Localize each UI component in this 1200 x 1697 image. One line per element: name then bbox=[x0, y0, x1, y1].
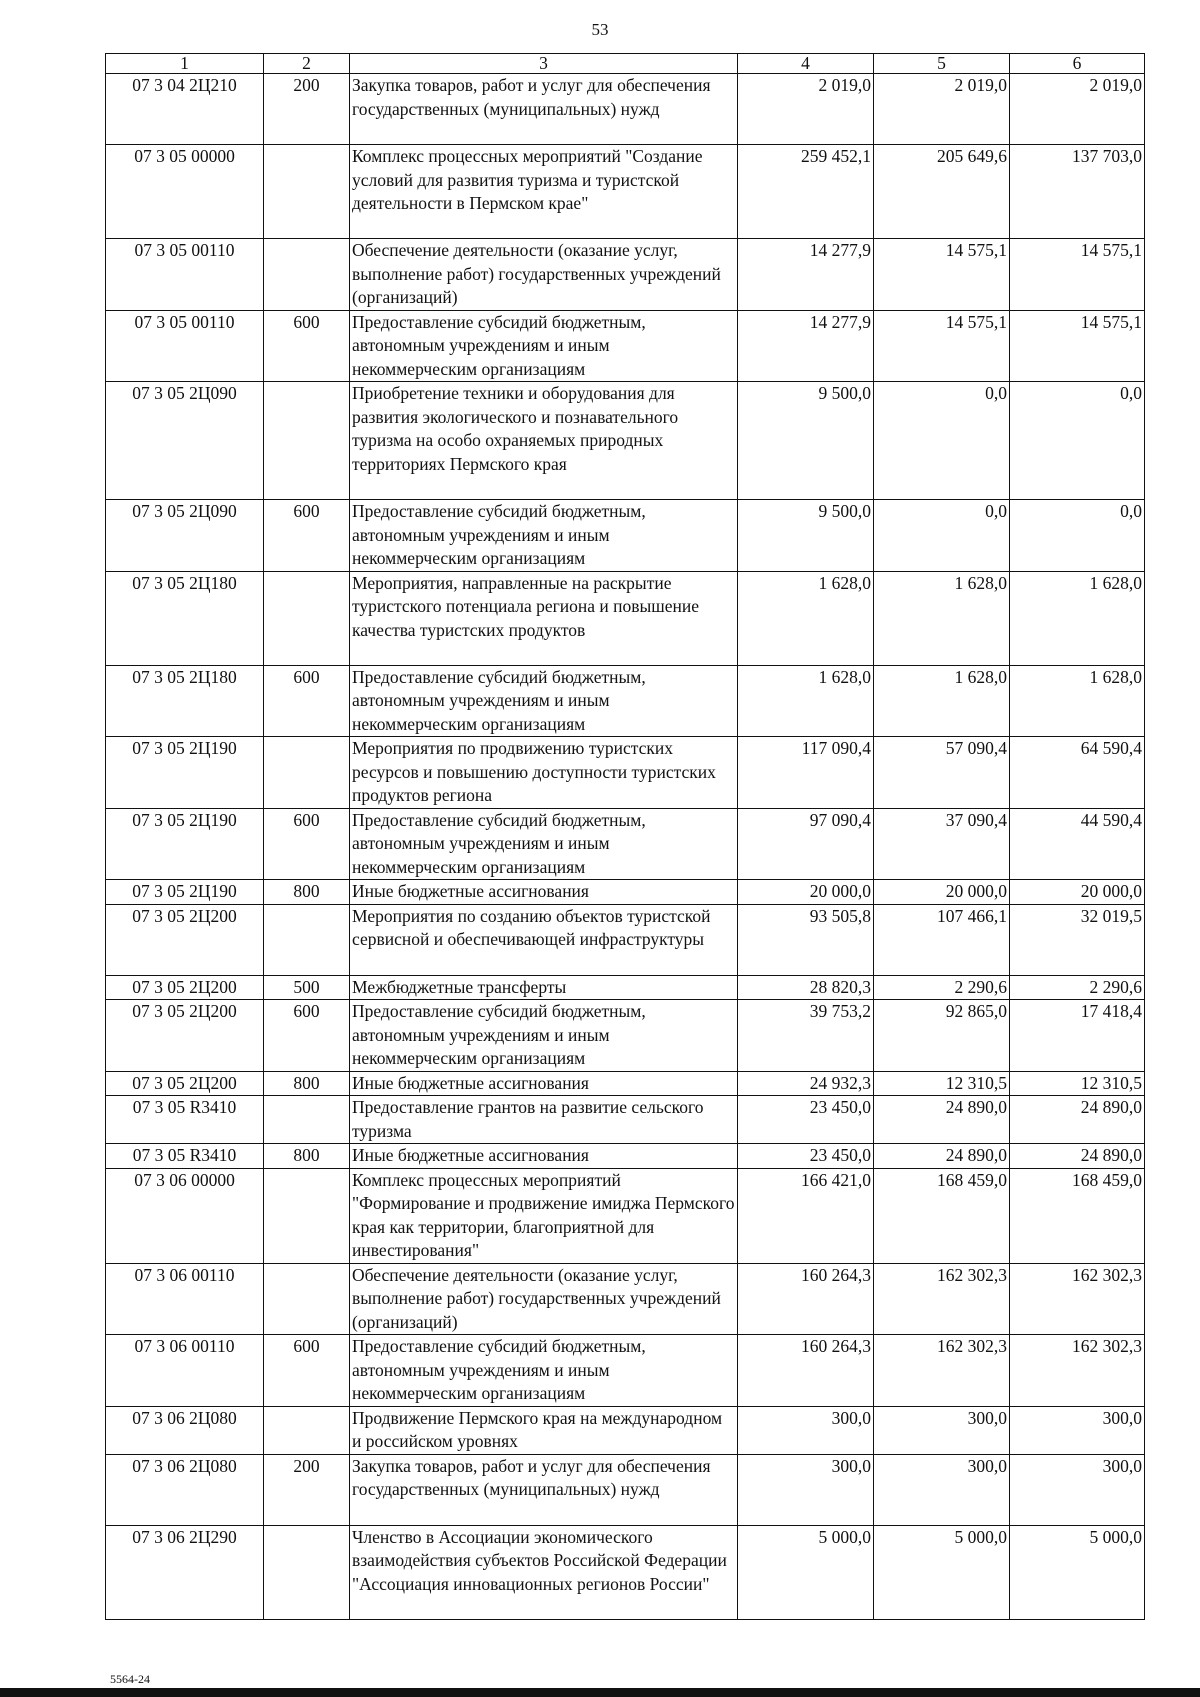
expense-type bbox=[264, 1096, 350, 1144]
table-row bbox=[106, 571, 1145, 665]
amount-col-5: 205 649,6 bbox=[874, 145, 1010, 239]
amount-col-5: 0,0 bbox=[874, 382, 1010, 500]
expense-type bbox=[264, 571, 350, 665]
amount-col-5: 300,0 bbox=[874, 1454, 1010, 1525]
item-name: Иные бюджетные ассигнования bbox=[350, 1071, 738, 1096]
amount-col-5: 14 575,1 bbox=[874, 310, 1010, 382]
amount-col-5: 20 000,0 bbox=[874, 880, 1010, 905]
budget-table bbox=[105, 53, 1145, 1620]
amount-col-6: 137 703,0 bbox=[1010, 145, 1145, 239]
amount-col-5: 168 459,0 bbox=[874, 1168, 1010, 1263]
item-name: Закупка товаров, работ и услуг для обеспечения государственных (муниципальных) нужд bbox=[350, 1454, 738, 1525]
table-row bbox=[106, 145, 1145, 239]
item-name: Предоставление субсидий бюджетным, автономным учреждениям и иным некоммерческим организациям bbox=[350, 1000, 738, 1072]
table-row bbox=[106, 1525, 1145, 1619]
expense-type: 600 bbox=[264, 1000, 350, 1072]
amount-col-4: 20 000,0 bbox=[738, 880, 874, 905]
item-name: Предоставление субсидий бюджетным, автономным учреждениям и иным некоммерческим организациям bbox=[350, 310, 738, 382]
budget-code: 07 3 05 00000 bbox=[106, 145, 264, 239]
item-name: Обеспечение деятельности (оказание услуг, выполнение работ) государственных учреждений (организаций) bbox=[350, 239, 738, 311]
table-row bbox=[106, 239, 1145, 311]
expense-type: 200 bbox=[264, 1454, 350, 1525]
budget-code: 07 3 06 00000 bbox=[106, 1168, 264, 1263]
expense-type: 600 bbox=[264, 310, 350, 382]
expense-type: 200 bbox=[264, 74, 350, 145]
amount-col-4: 117 090,4 bbox=[738, 737, 874, 809]
item-name: Мероприятия по продвижению туристских ресурсов и повышению доступности туристских продуктов региона bbox=[350, 737, 738, 809]
expense-type: 800 bbox=[264, 1071, 350, 1096]
amount-col-6: 14 575,1 bbox=[1010, 239, 1145, 311]
amount-col-5: 0,0 bbox=[874, 500, 1010, 572]
amount-col-4: 9 500,0 bbox=[738, 382, 874, 500]
table-row bbox=[106, 737, 1145, 809]
item-name: Мероприятия по созданию объектов туристской сервисной и обеспечивающей инфраструктуры bbox=[350, 904, 738, 975]
amount-col-4: 300,0 bbox=[738, 1454, 874, 1525]
amount-col-4: 5 000,0 bbox=[738, 1525, 874, 1619]
expense-type bbox=[264, 1263, 350, 1335]
budget-code: 07 3 05 2Ц200 bbox=[106, 1000, 264, 1072]
item-name: Предоставление субсидий бюджетным, автономным учреждениям и иным некоммерческим организациям bbox=[350, 808, 738, 880]
item-name: Межбюджетные трансферты bbox=[350, 975, 738, 1000]
amount-col-6: 0,0 bbox=[1010, 382, 1145, 500]
budget-code: 07 3 06 00110 bbox=[106, 1263, 264, 1335]
amount-col-4: 1 628,0 bbox=[738, 571, 874, 665]
table-row bbox=[106, 904, 1145, 975]
budget-code: 07 3 06 2Ц080 bbox=[106, 1406, 264, 1454]
amount-col-5: 107 466,1 bbox=[874, 904, 1010, 975]
amount-col-4: 23 450,0 bbox=[738, 1096, 874, 1144]
column-header-4: 4 bbox=[738, 54, 874, 74]
item-name: Закупка товаров, работ и услуг для обеспечения государственных (муниципальных) нужд bbox=[350, 74, 738, 145]
expense-type: 600 bbox=[264, 1335, 350, 1407]
amount-col-4: 259 452,1 bbox=[738, 145, 874, 239]
amount-col-4: 14 277,9 bbox=[738, 239, 874, 311]
expense-type: 800 bbox=[264, 880, 350, 905]
item-name: Предоставление грантов на развитие сельского туризма bbox=[350, 1096, 738, 1144]
expense-type bbox=[264, 1406, 350, 1454]
table-row bbox=[106, 1096, 1145, 1144]
amount-col-4: 2 019,0 bbox=[738, 74, 874, 145]
amount-col-6: 5 000,0 bbox=[1010, 1525, 1145, 1619]
item-name: Иные бюджетные ассигнования bbox=[350, 880, 738, 905]
budget-code: 07 3 05 R3410 bbox=[106, 1144, 264, 1169]
expense-type: 500 bbox=[264, 975, 350, 1000]
amount-col-5: 2 290,6 bbox=[874, 975, 1010, 1000]
budget-code: 07 3 05 2Ц200 bbox=[106, 1071, 264, 1096]
amount-col-4: 300,0 bbox=[738, 1406, 874, 1454]
budget-code: 07 3 05 00110 bbox=[106, 239, 264, 311]
budget-code: 07 3 06 2Ц080 bbox=[106, 1454, 264, 1525]
amount-col-6: 0,0 bbox=[1010, 500, 1145, 572]
item-name: Предоставление субсидий бюджетным, автономным учреждениям и иным некоммерческим организациям bbox=[350, 500, 738, 572]
amount-col-5: 162 302,3 bbox=[874, 1263, 1010, 1335]
budget-code: 07 3 04 2Ц210 bbox=[106, 74, 264, 145]
amount-col-5: 1 628,0 bbox=[874, 571, 1010, 665]
item-name: Предоставление субсидий бюджетным, автономным учреждениям и иным некоммерческим организациям bbox=[350, 1335, 738, 1407]
item-name: Обеспечение деятельности (оказание услуг, выполнение работ) государственных учреждений (организаций) bbox=[350, 1263, 738, 1335]
table-row bbox=[106, 880, 1145, 905]
amount-col-4: 9 500,0 bbox=[738, 500, 874, 572]
table-row bbox=[106, 808, 1145, 880]
bottom-scan-edge bbox=[0, 1688, 1200, 1697]
expense-type: 600 bbox=[264, 665, 350, 737]
amount-col-5: 162 302,3 bbox=[874, 1335, 1010, 1407]
table-row bbox=[106, 975, 1145, 1000]
table-row bbox=[106, 1168, 1145, 1263]
column-header-3: 3 bbox=[350, 54, 738, 74]
budget-code: 07 3 05 2Ц200 bbox=[106, 975, 264, 1000]
amount-col-4: 160 264,3 bbox=[738, 1335, 874, 1407]
item-name: Комплекс процессных мероприятий "Создание условий для развития туризма и туристской деятельности в Пермском крае" bbox=[350, 145, 738, 239]
amount-col-6: 24 890,0 bbox=[1010, 1096, 1145, 1144]
table-row bbox=[106, 665, 1145, 737]
amount-col-5: 300,0 bbox=[874, 1406, 1010, 1454]
expense-type bbox=[264, 737, 350, 809]
expense-type bbox=[264, 1168, 350, 1263]
item-name: Предоставление субсидий бюджетным, автономным учреждениям и иным некоммерческим организациям bbox=[350, 665, 738, 737]
amount-col-5: 5 000,0 bbox=[874, 1525, 1010, 1619]
table-row bbox=[106, 310, 1145, 382]
item-name: Приобретение техники и оборудования для развития экологического и познавательного туризма на особо охраняемых природных территориях Пермского края bbox=[350, 382, 738, 500]
amount-col-5: 92 865,0 bbox=[874, 1000, 1010, 1072]
expense-type bbox=[264, 1525, 350, 1619]
amount-col-6: 1 628,0 bbox=[1010, 665, 1145, 737]
column-header-6: 6 bbox=[1010, 54, 1145, 74]
table-row bbox=[106, 1263, 1145, 1335]
table-row bbox=[106, 1454, 1145, 1525]
item-name: Мероприятия, направленные на раскрытие туристского потенциала региона и повышение качества туристских продуктов bbox=[350, 571, 738, 665]
amount-col-6: 1 628,0 bbox=[1010, 571, 1145, 665]
amount-col-5: 1 628,0 bbox=[874, 665, 1010, 737]
budget-code: 07 3 06 00110 bbox=[106, 1335, 264, 1407]
amount-col-4: 23 450,0 bbox=[738, 1144, 874, 1169]
amount-col-5: 37 090,4 bbox=[874, 808, 1010, 880]
budget-code: 07 3 05 2Ц200 bbox=[106, 904, 264, 975]
amount-col-6: 44 590,4 bbox=[1010, 808, 1145, 880]
budget-code: 07 3 05 2Ц190 bbox=[106, 808, 264, 880]
expense-type: 800 bbox=[264, 1144, 350, 1169]
expense-type bbox=[264, 145, 350, 239]
table-body bbox=[106, 74, 1145, 1620]
expense-type: 600 bbox=[264, 500, 350, 572]
budget-code: 07 3 05 R3410 bbox=[106, 1096, 264, 1144]
expense-type bbox=[264, 904, 350, 975]
budget-code: 07 3 05 2Ц090 bbox=[106, 382, 264, 500]
amount-col-5: 2 019,0 bbox=[874, 74, 1010, 145]
amount-col-4: 160 264,3 bbox=[738, 1263, 874, 1335]
column-header-2: 2 bbox=[264, 54, 350, 74]
budget-code: 07 3 05 2Ц090 bbox=[106, 500, 264, 572]
item-name: Членство в Ассоциации экономического взаимодействия субъектов Российской Федерации "Ассоциация инновационных регионов России" bbox=[350, 1525, 738, 1619]
table-row bbox=[106, 1071, 1145, 1096]
table-row bbox=[106, 1144, 1145, 1169]
amount-col-6: 17 418,4 bbox=[1010, 1000, 1145, 1072]
table-row bbox=[106, 1000, 1145, 1072]
amount-col-6: 300,0 bbox=[1010, 1454, 1145, 1525]
amount-col-5: 14 575,1 bbox=[874, 239, 1010, 311]
budget-code: 07 3 05 2Ц180 bbox=[106, 571, 264, 665]
amount-col-6: 162 302,3 bbox=[1010, 1263, 1145, 1335]
amount-col-4: 14 277,9 bbox=[738, 310, 874, 382]
table-row bbox=[106, 74, 1145, 145]
amount-col-4: 97 090,4 bbox=[738, 808, 874, 880]
amount-col-6: 168 459,0 bbox=[1010, 1168, 1145, 1263]
expense-type bbox=[264, 239, 350, 311]
amount-col-6: 14 575,1 bbox=[1010, 310, 1145, 382]
amount-col-4: 28 820,3 bbox=[738, 975, 874, 1000]
budget-code: 07 3 05 2Ц180 bbox=[106, 665, 264, 737]
amount-col-6: 32 019,5 bbox=[1010, 904, 1145, 975]
amount-col-5: 24 890,0 bbox=[874, 1144, 1010, 1169]
expense-type: 600 bbox=[264, 808, 350, 880]
budget-code: 07 3 05 2Ц190 bbox=[106, 737, 264, 809]
amount-col-4: 24 932,3 bbox=[738, 1071, 874, 1096]
table-row bbox=[106, 1406, 1145, 1454]
amount-col-6: 2 290,6 bbox=[1010, 975, 1145, 1000]
page-number: 53 bbox=[591, 20, 609, 39]
amount-col-6: 300,0 bbox=[1010, 1406, 1145, 1454]
amount-col-6: 20 000,0 bbox=[1010, 880, 1145, 905]
amount-col-6: 2 019,0 bbox=[1010, 74, 1145, 145]
item-name: Комплекс процессных мероприятий "Формирование и продвижение имиджа Пермского края как территории, благоприятной для инвестирования" bbox=[350, 1168, 738, 1263]
budget-code: 07 3 05 2Ц190 bbox=[106, 880, 264, 905]
column-header-5: 5 bbox=[874, 54, 1010, 74]
column-header-1: 1 bbox=[106, 54, 264, 74]
budget-code: 07 3 06 2Ц290 bbox=[106, 1525, 264, 1619]
expense-type bbox=[264, 382, 350, 500]
amount-col-4: 1 628,0 bbox=[738, 665, 874, 737]
table-row bbox=[106, 500, 1145, 572]
item-name: Продвижение Пермского края на международном и российском уровнях bbox=[350, 1406, 738, 1454]
budget-code: 07 3 05 00110 bbox=[106, 310, 264, 382]
amount-col-4: 39 753,2 bbox=[738, 1000, 874, 1072]
amount-col-6: 162 302,3 bbox=[1010, 1335, 1145, 1407]
amount-col-4: 166 421,0 bbox=[738, 1168, 874, 1263]
item-name: Иные бюджетные ассигнования bbox=[350, 1144, 738, 1169]
document-code: 5564-24 bbox=[110, 1672, 150, 1686]
amount-col-5: 24 890,0 bbox=[874, 1096, 1010, 1144]
amount-col-6: 64 590,4 bbox=[1010, 737, 1145, 809]
amount-col-6: 24 890,0 bbox=[1010, 1144, 1145, 1169]
amount-col-5: 57 090,4 bbox=[874, 737, 1010, 809]
amount-col-4: 93 505,8 bbox=[738, 904, 874, 975]
table-header-row bbox=[106, 54, 1145, 74]
amount-col-5: 12 310,5 bbox=[874, 1071, 1010, 1096]
table-row bbox=[106, 382, 1145, 500]
amount-col-6: 12 310,5 bbox=[1010, 1071, 1145, 1096]
table-row bbox=[106, 1335, 1145, 1407]
